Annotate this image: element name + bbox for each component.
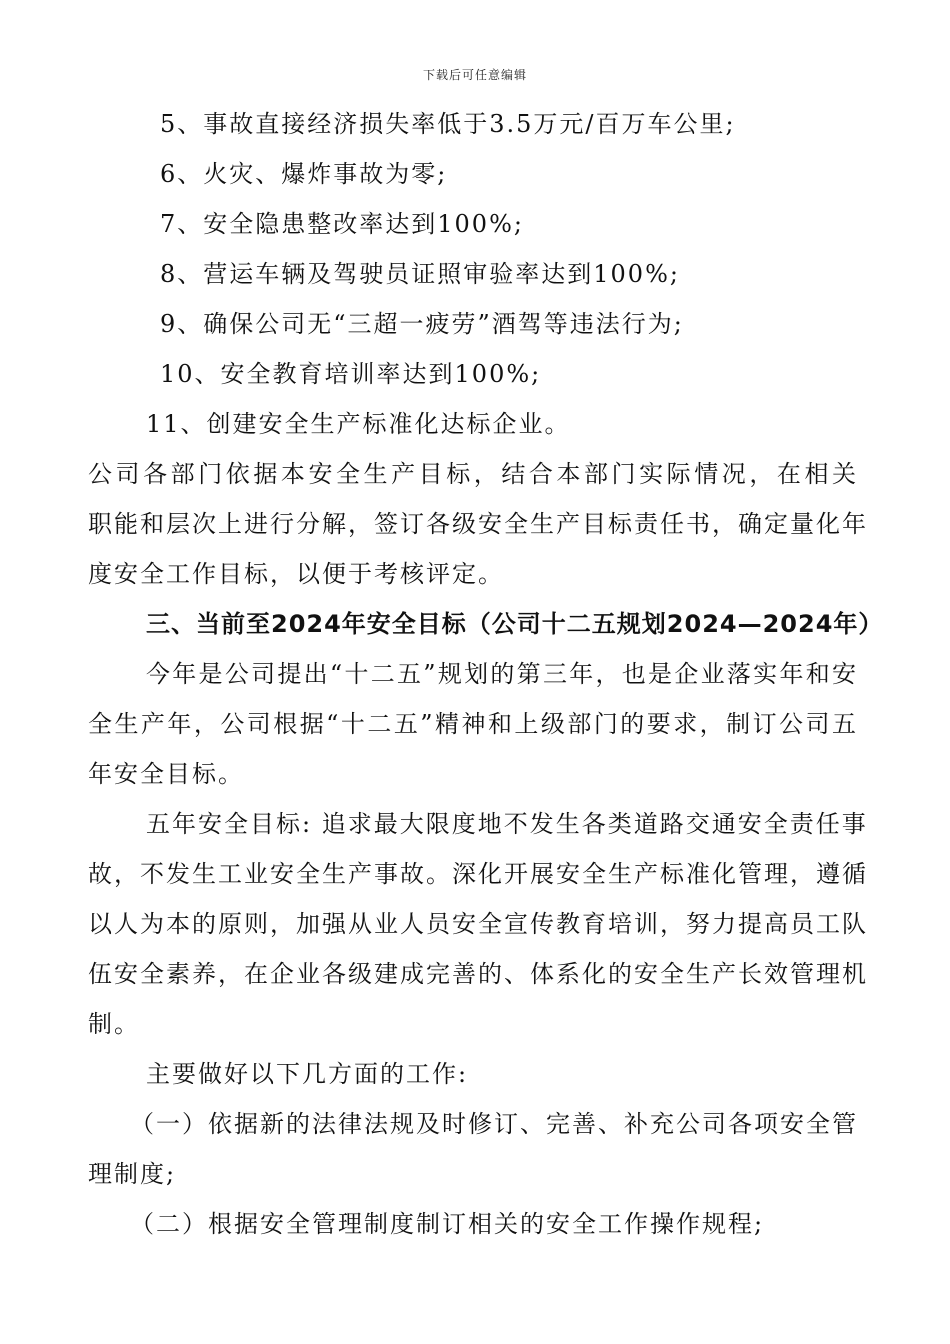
paragraph-line: 公司各部门依据本安全生产目标，结合本部门实际情况，在相关 (88, 460, 858, 488)
page-header: 下载后可任意编辑 (422, 68, 527, 82)
paragraph-line: 五年安全目标: 追求最大限度地不发生各类道路交通安全责任事 (146, 810, 868, 838)
goal-item-10: 10、安全教育培训率达到100%; (160, 360, 542, 388)
paragraph-line: 主要做好以下几方面的工作: (146, 1060, 469, 1088)
work-item-2: （二）根据安全管理制度制订相关的安全工作操作规程; (130, 1210, 765, 1238)
goal-item-7: 7、安全隐患整改率达到100%; (160, 210, 524, 238)
paragraph-line: 职能和层次上进行分解，签订各级安全生产目标责任书，确定量化年 (88, 510, 868, 538)
work-item-1: （一）依据新的法律法规及时修订、完善、补充公司各项安全管 (130, 1110, 858, 1138)
work-item-1-continued: 理制度; (88, 1160, 177, 1188)
section-heading: 三、当前至2024年安全目标（公司十二五规划2024—2024年） (146, 610, 884, 638)
goal-item-6: 6、火灾、爆炸事故为零; (160, 160, 448, 188)
paragraph-line: 今年是公司提出“十二五”规划的第三年，也是企业落实年和安 (146, 660, 858, 688)
goal-item-9: 9、确保公司无“三超一疲劳”酒驾等违法行为; (160, 310, 684, 338)
goal-item-11: 11、创建安全生产标准化达标企业。 (146, 410, 571, 438)
paragraph-line: 年安全目标。 (88, 760, 244, 788)
goal-item-8: 8、营运车辆及驾驶员证照审验率达到100%; (160, 260, 680, 288)
paragraph-line: 制。 (88, 1010, 140, 1038)
paragraph-line: 以人为本的原则，加强从业人员安全宣传教育培训，努力提高员工队 (88, 910, 868, 938)
paragraph-line: 全生产年，公司根据“十二五”精神和上级部门的要求，制订公司五 (88, 710, 858, 738)
paragraph-line: 伍安全素养，在企业各级建成完善的、体系化的安全生产长效管理机 (88, 960, 868, 988)
paragraph-line: 度安全工作目标，以便于考核评定。 (88, 560, 504, 588)
goal-item-5: 5、事故直接经济损失率低于3.5万元/百万车公里; (160, 110, 736, 138)
paragraph-line: 故，不发生工业安全生产事故。深化开展安全生产标准化管理，遵循 (88, 860, 868, 888)
